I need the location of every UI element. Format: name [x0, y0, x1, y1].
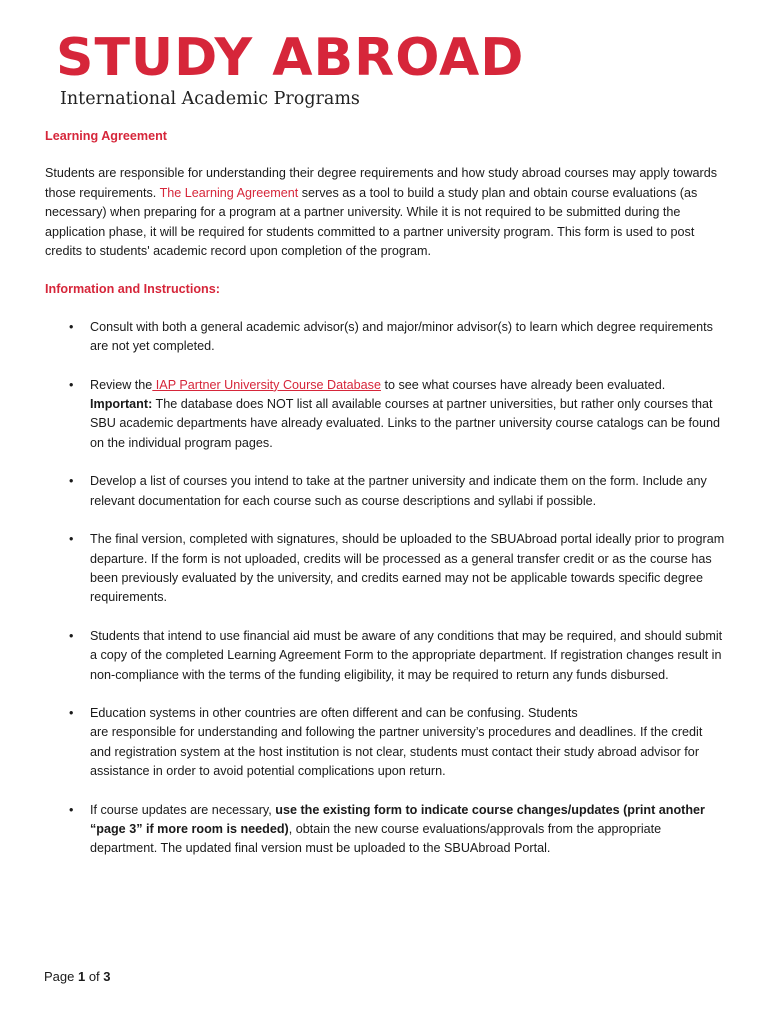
logo-subtitle: International Academic Programs — [60, 89, 360, 109]
document-body — [45, 127, 725, 878]
bullet-icon: • — [69, 705, 74, 720]
bullet-icon: • — [69, 802, 74, 817]
bullet-text: Students that intend to use financial aid must be aware of any conditions that may be required, and should submit a copy of the completed Learning Agreement Form to the appropriate department. If registration changes result in non-compliance with the terms of the funding eligibility, it may be required to return any funds disbursed. — [90, 628, 723, 682]
instructions-list — [45, 318, 725, 859]
intro-paragraph — [45, 164, 725, 261]
bullet-text: Consult with both a general academic advisor(s) and major/minor advisor(s) to learn which degree requirements are not yet completed. — [90, 319, 713, 354]
bold-instruction: use the existing form to indicate course changes/updates (print another “page 3” if more room is needed) — [90, 802, 705, 836]
bullet-icon: • — [69, 532, 74, 547]
list-item — [45, 376, 725, 454]
intro-text-1: Students are responsible for understanding their degree requirements and how study abroad courses may apply towards those requirements. — [45, 166, 718, 200]
page-current: 1 — [77, 969, 86, 984]
bullet-text: Review the — [90, 377, 153, 392]
page-prefix: Page — [44, 969, 78, 984]
page-sep: of — [85, 969, 104, 984]
list-item — [45, 704, 725, 782]
bullet-icon: • — [69, 377, 74, 392]
bullet-text: The database does NOT list all available courses at partner universities, but rather only courses that SBU academic departments have already evaluated. Links to the partner university course catalogs can be found on the individual program pages. — [90, 397, 721, 450]
bullet-text: Education systems in other countries are often different and can be confusing. Students — [90, 705, 578, 720]
instructions-title: Information and Instructions: — [45, 282, 220, 297]
bullet-icon: • — [69, 628, 74, 643]
bullet-text: Develop a list of courses you intend to take at the partner university and indicate them on the form. Include any relevant documentation for each course such as course descriptions and syllabi if possible. — [90, 474, 707, 508]
important-label: Important: — [90, 397, 153, 412]
intro-text-2: serves as a tool to build a study plan and obtain course evaluations (as necessary) when preparing for a program at a partner university. While it is not required to be submitted during the application phase, it will be required for students committed to a partner university program. This form is used to post credits to students' academic record upon completion of the program. — [45, 185, 698, 259]
bullet-icon: • — [69, 474, 74, 489]
course-database-link[interactable]: IAP Partner University Course Database — [152, 377, 381, 392]
bullet-text: , obtain the new course evaluations/approvals from the appropriate department. The updated final version must be uploaded to the SBUAbroad Portal. — [90, 821, 662, 856]
list-item — [45, 318, 725, 357]
bullet-text: If course updates are necessary, — [90, 802, 276, 817]
page-number — [44, 968, 111, 986]
bullet-icon: • — [69, 319, 74, 334]
list-item — [45, 530, 725, 608]
page-total: 3 — [103, 969, 111, 984]
logo-title: STUDY ABROAD — [56, 28, 525, 88]
list-item — [45, 801, 725, 859]
bullet-text: are responsible for understanding and following the partner university’s procedures and deadlines. If the credit and registration system at the host institution is not clear, students must contact their study abroad advisor for assistance in order to avoid potential complications upon return. — [90, 725, 703, 779]
section-title: Learning Agreement — [45, 129, 167, 143]
bullet-text: The final version, completed with signatures, should be uploaded to the SBUAbroad portal ideally prior to program departure. If the form is not uploaded, credits will be processed as a general transfer credit or as the course has been previously evaluated by the university, and credits earned may not be applicable towards specific degree requirements. — [90, 532, 725, 605]
list-item — [45, 627, 725, 685]
bullet-text: to see what courses have already been evaluated. — [380, 377, 666, 392]
intro-highlight: The Learning Agreement — [159, 185, 299, 200]
list-item — [45, 472, 725, 511]
